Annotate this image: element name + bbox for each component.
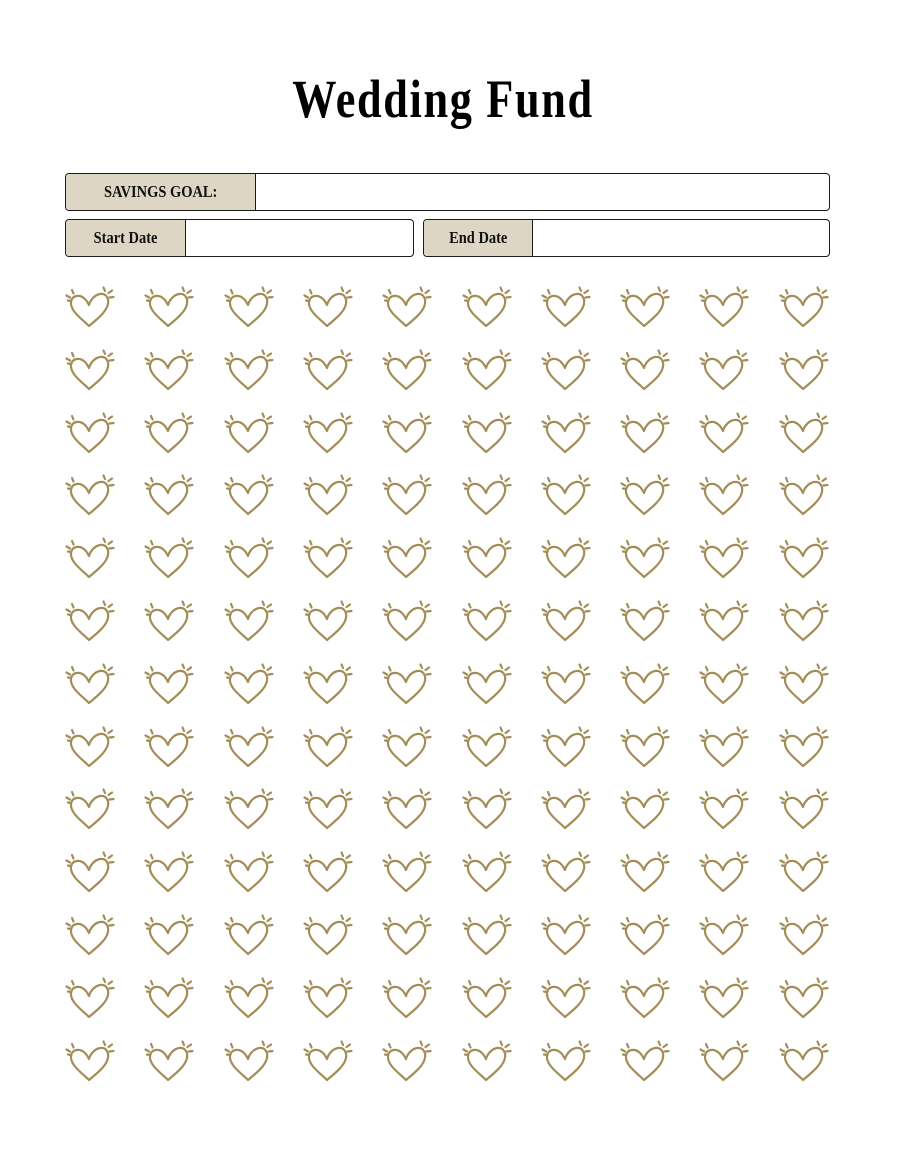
heart-icon[interactable] (699, 914, 749, 958)
heart-icon[interactable] (144, 977, 194, 1021)
heart-icon[interactable] (303, 286, 353, 330)
heart-icon[interactable] (541, 474, 591, 518)
heart-icon[interactable] (65, 851, 115, 895)
heart-icon[interactable] (541, 914, 591, 958)
heart-icon[interactable] (620, 851, 670, 895)
heart-icon[interactable] (382, 788, 432, 832)
heart-icon[interactable] (699, 412, 749, 456)
end-date-label: End Date (424, 220, 533, 256)
heart-icon[interactable] (699, 788, 749, 832)
heart-icon[interactable] (779, 726, 829, 770)
heart-icon[interactable] (224, 788, 274, 832)
heart-icon[interactable] (224, 537, 274, 581)
heart-icon[interactable] (382, 286, 432, 330)
heart-icon[interactable] (65, 914, 115, 958)
heart-icon[interactable] (541, 600, 591, 644)
heart-icon[interactable] (303, 851, 353, 895)
heart-icon[interactable] (382, 1040, 432, 1084)
heart-icon[interactable] (382, 474, 432, 518)
heart-icon[interactable] (462, 537, 512, 581)
heart-icon[interactable] (224, 726, 274, 770)
heart-icon[interactable] (620, 914, 670, 958)
heart-icon[interactable] (462, 412, 512, 456)
heart-icon[interactable] (779, 788, 829, 832)
heart-icon[interactable] (541, 851, 591, 895)
heart-icon[interactable] (224, 914, 274, 958)
heart-icon[interactable] (462, 286, 512, 330)
heart-icon[interactable] (224, 851, 274, 895)
heart-icon[interactable] (620, 349, 670, 393)
heart-icon[interactable] (699, 537, 749, 581)
heart-icon[interactable] (382, 914, 432, 958)
heart-icon[interactable] (224, 663, 274, 707)
heart-icon[interactable] (144, 286, 194, 330)
heart-icon[interactable] (462, 977, 512, 1021)
heart-icon[interactable] (620, 412, 670, 456)
heart-icon[interactable] (303, 600, 353, 644)
heart-icon[interactable] (224, 600, 274, 644)
heart-icon[interactable] (382, 726, 432, 770)
heart-icon[interactable] (144, 851, 194, 895)
heart-icon[interactable] (65, 663, 115, 707)
heart-icon[interactable] (303, 1040, 353, 1084)
heart-icon[interactable] (224, 474, 274, 518)
heart-icon[interactable] (144, 349, 194, 393)
heart-icon[interactable] (699, 663, 749, 707)
heart-icon[interactable] (382, 977, 432, 1021)
heart-icon[interactable] (779, 537, 829, 581)
heart-icon[interactable] (462, 600, 512, 644)
heart-icon[interactable] (779, 600, 829, 644)
heart-icon[interactable] (462, 1040, 512, 1084)
heart-icon[interactable] (779, 1040, 829, 1084)
heart-icon[interactable] (779, 474, 829, 518)
heart-icon[interactable] (303, 663, 353, 707)
heart-icon[interactable] (382, 349, 432, 393)
heart-icon[interactable] (65, 537, 115, 581)
heart-icon[interactable] (541, 977, 591, 1021)
heart-icon[interactable] (541, 788, 591, 832)
heart-icon[interactable] (779, 914, 829, 958)
heart-icon[interactable] (620, 474, 670, 518)
heart-icon[interactable] (303, 412, 353, 456)
heart-icon[interactable] (699, 1040, 749, 1084)
heart-icon[interactable] (303, 788, 353, 832)
heart-icon[interactable] (779, 851, 829, 895)
heart-icon[interactable] (65, 286, 115, 330)
heart-icon[interactable] (224, 286, 274, 330)
heart-icon[interactable] (303, 474, 353, 518)
heart-icon[interactable] (462, 788, 512, 832)
heart-icon[interactable] (65, 977, 115, 1021)
heart-icon[interactable] (699, 600, 749, 644)
heart-icon[interactable] (144, 412, 194, 456)
heart-icon[interactable] (303, 977, 353, 1021)
heart-icon[interactable] (699, 474, 749, 518)
heart-icon[interactable] (382, 851, 432, 895)
heart-icon[interactable] (620, 788, 670, 832)
heart-icon[interactable] (620, 663, 670, 707)
heart-icon[interactable] (224, 977, 274, 1021)
heart-icon[interactable] (462, 726, 512, 770)
heart-icon[interactable] (144, 600, 194, 644)
heart-icon[interactable] (541, 412, 591, 456)
heart-icon[interactable] (303, 349, 353, 393)
heart-icon[interactable] (65, 412, 115, 456)
heart-icon[interactable] (541, 349, 591, 393)
heart-icon[interactable] (144, 474, 194, 518)
heart-icon[interactable] (382, 537, 432, 581)
heart-icon[interactable] (303, 914, 353, 958)
heart-icon[interactable] (779, 663, 829, 707)
heart-icon[interactable] (699, 726, 749, 770)
heart-icon[interactable] (462, 663, 512, 707)
heart-icon[interactable] (620, 1040, 670, 1084)
heart-icon[interactable] (65, 349, 115, 393)
page-title: Wedding Fund (292, 69, 594, 129)
heart-icon[interactable] (462, 914, 512, 958)
heart-icon[interactable] (620, 537, 670, 581)
heart-icon[interactable] (65, 474, 115, 518)
heart-icon[interactable] (303, 537, 353, 581)
heart-icon[interactable] (541, 1040, 591, 1084)
heart-icon[interactable] (541, 726, 591, 770)
heart-icon[interactable] (779, 349, 829, 393)
heart-icon[interactable] (620, 726, 670, 770)
heart-icon[interactable] (65, 1040, 115, 1084)
heart-icon[interactable] (620, 600, 670, 644)
heart-icon[interactable] (699, 349, 749, 393)
heart-icon[interactable] (382, 663, 432, 707)
heart-icon[interactable] (224, 349, 274, 393)
heart-icon[interactable] (65, 726, 115, 770)
heart-icon[interactable] (541, 663, 591, 707)
savings-goal-label: SAVINGS GOAL: (66, 174, 256, 210)
heart-icon[interactable] (224, 412, 274, 456)
heart-icon[interactable] (65, 788, 115, 832)
heart-icon[interactable] (462, 851, 512, 895)
heart-icon[interactable] (382, 412, 432, 456)
heart-icon[interactable] (699, 286, 749, 330)
heart-icon[interactable] (699, 851, 749, 895)
heart-icon[interactable] (224, 1040, 274, 1084)
heart-icon[interactable] (541, 286, 591, 330)
heart-icon[interactable] (779, 977, 829, 1021)
heart-icon[interactable] (462, 474, 512, 518)
heart-icon[interactable] (541, 537, 591, 581)
start-date-label: Start Date (66, 220, 186, 256)
heart-icon[interactable] (303, 726, 353, 770)
heart-icon[interactable] (779, 286, 829, 330)
heart-icon[interactable] (620, 286, 670, 330)
heart-icon[interactable] (144, 537, 194, 581)
heart-icon[interactable] (779, 412, 829, 456)
heart-icon[interactable] (65, 600, 115, 644)
heart-icon[interactable] (620, 977, 670, 1021)
heart-icon[interactable] (144, 788, 194, 832)
heart-icon[interactable] (462, 349, 512, 393)
heart-icon[interactable] (144, 663, 194, 707)
heart-icon[interactable] (144, 914, 194, 958)
heart-icon[interactable] (144, 726, 194, 770)
heart-icon[interactable] (699, 977, 749, 1021)
heart-icon[interactable] (382, 600, 432, 644)
heart-icon[interactable] (144, 1040, 194, 1084)
